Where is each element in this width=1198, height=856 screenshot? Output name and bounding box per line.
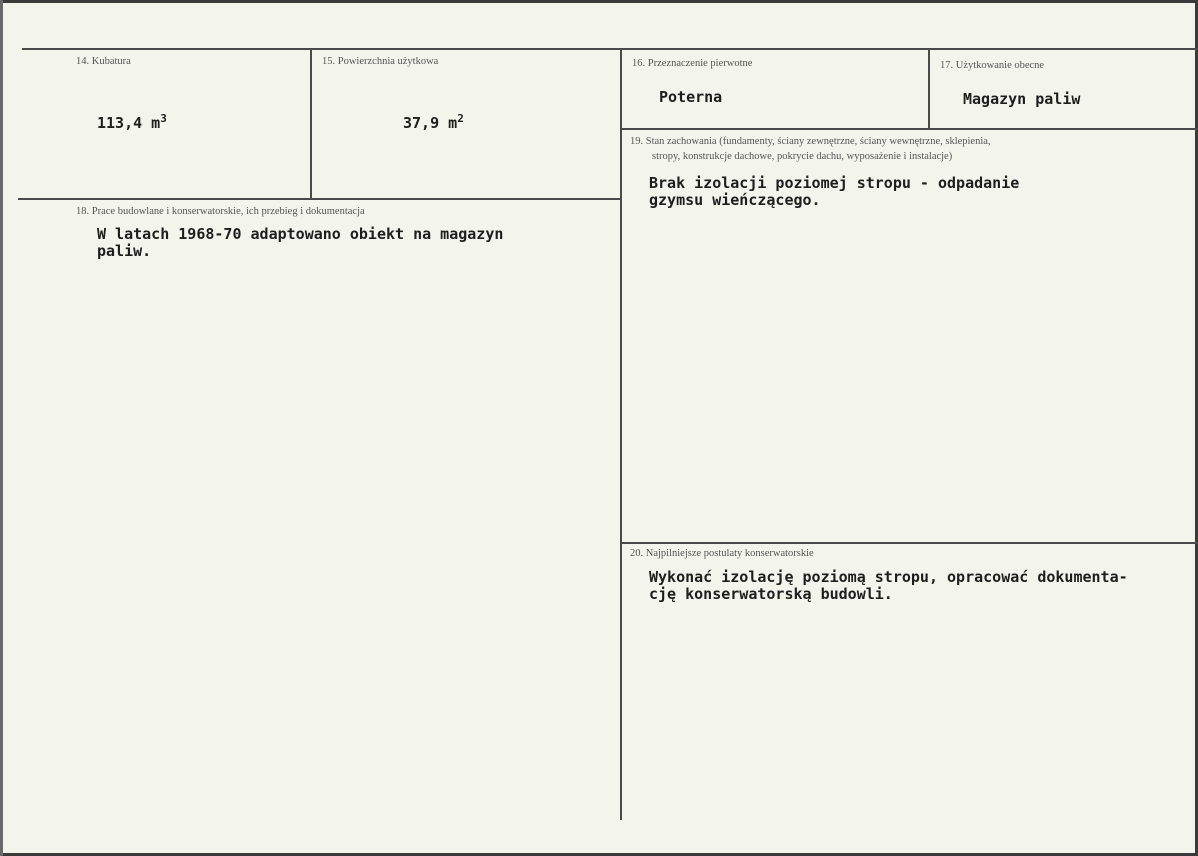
field-19-line: Brak izolacji poziomej stropu - odpadanie (649, 174, 1020, 192)
frame-left-border (0, 0, 3, 856)
field-17-value: Magazyn paliw (963, 90, 1081, 108)
field-20-label: 20. Najpilniejsze postulaty konserwatorskie (630, 548, 814, 559)
field-18-line: W latach 1968-70 adaptowano obiekt na magazyn (97, 225, 504, 243)
field-19-line: gzymsu wieńczącego. (649, 191, 821, 209)
field-18-text (97, 226, 503, 260)
field-14-label: 14. Kubatura (76, 56, 131, 67)
field-19-text (649, 175, 1019, 209)
field-20-line: Wykonać izolację poziomą stropu, opracować dokumenta- (649, 568, 1128, 586)
field-15-value: 37,9 $m^2$ (403, 112, 464, 132)
col-divider-16-17 (928, 48, 930, 128)
frame-top-border (0, 0, 1198, 3)
row-divider-top (22, 48, 1198, 50)
field-19-label-line: 19. Stan zachowania (fundamenty, ściany zewnętrzne, ściany wewnętrzne, sklepienia, (630, 136, 991, 147)
field-20-line: cję konserwatorską budowli. (649, 585, 893, 603)
col-divider-14-15 (310, 48, 312, 198)
col-divider-main (620, 48, 622, 820)
field-17-label: 17. Użytkowanie obecne (940, 60, 1045, 71)
field-19-label (630, 134, 991, 164)
row-divider-right-upper (620, 128, 1198, 130)
field-18-line: paliw. (97, 242, 152, 260)
row-divider-left (18, 198, 620, 200)
field-16-label: 16. Przeznaczenie pierwotne (632, 58, 753, 69)
field-14-value: 113,4 $m^3$ (97, 112, 167, 132)
field-15-label: 15. Powierzchnia użytkowa (322, 56, 439, 67)
field-16-value: Poterna (659, 88, 723, 106)
field-18-label: 18. Prace budowlane i konserwatorskie, ich przebieg i dokumentacja (76, 206, 365, 217)
field-20-text (649, 569, 1128, 603)
field-19-label-line: stropy, konstrukcje dachowe, pokrycie dachu, wyposażenie i instalacje) (652, 151, 953, 162)
row-divider-right-lower (620, 542, 1198, 544)
